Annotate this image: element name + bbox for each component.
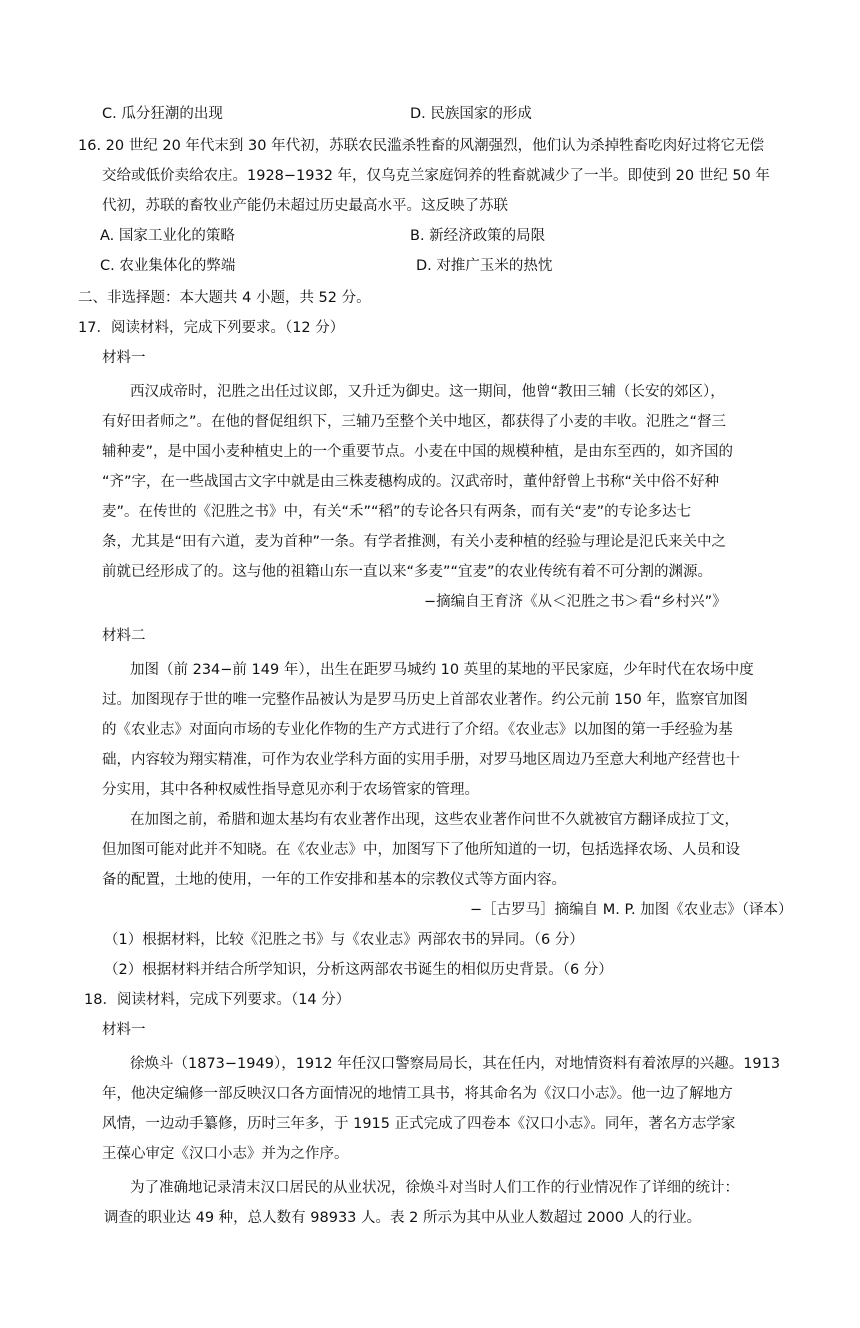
q17-material-1-line: 辅种麦”，是中国小麦种植史上的一个重要节点。小麦在中国的规模种植，是由东至西的，如齐国的: [102, 444, 734, 460]
q17-material-1-line: 西汉成帝时，氾胜之出任过议郎，又升迁为御史。这一期间，他曾“教田三辅（长安的郊区），: [130, 384, 725, 400]
q17-subquestion-2: （2）根据材料并结合所学知识，分析这两部农书诞生的相似历史背景。（6 分）: [104, 962, 613, 978]
q16-option-a: A. 国家工业化的策略: [100, 228, 235, 244]
q17-material-2-line: 备的配置，土地的使用，一年的工作安排和基本的宗教仪式等方面内容。: [102, 872, 566, 888]
q18-title: 18．阅读材料，完成下列要求。（14 分）: [84, 992, 351, 1008]
q17-material-2-line: 但加图可能对此并不知晓。在《农业志》中，加图写下了他所知道的一切，包括选择农场、人员和设: [102, 842, 740, 858]
q17-material-2-line: 分实用，其中各种权威性指导意见亦利于农场管家的管理。: [102, 782, 479, 798]
q16-option-c: C. 农业集体化的弊端: [100, 258, 236, 274]
q17-material-1-line: “齐”字，在一些战国古文字中就是由三株麦穗构成的。汉武帝时，董仲舒曾上书称“关中俗不好种: [102, 474, 720, 490]
q15-option-c: C. 瓜分狂潮的出现: [102, 106, 223, 122]
q17-material-1-line: 条，尤其是“田有六道，麦为首种”一条。有学者推测，有关小麦种植的经验与理论是氾氏来关中之: [102, 534, 727, 550]
q18-material-1-line: 年，他决定编修一部反映汉口各方面情况的地情工具书，将其命名为《汉口小志》。他一边了解地方: [102, 1086, 733, 1102]
q16-stem-line: 交给或低价卖给农庄。1928−1932 年，仅乌克兰家庭饲养的牲畜就减少了一半。即使到 20 世纪 50 年: [102, 168, 770, 184]
q17-title: 17．阅读材料，完成下列要求。（12 分）: [78, 320, 345, 336]
q16-stem-line: 代初，苏联的畜牧业产能仍未超过历史最高水平。这反映了苏联: [102, 198, 508, 214]
q15-option-d: D. 民族国家的形成: [410, 106, 532, 122]
q18-material-1-label: 材料一: [102, 1022, 146, 1038]
q18-material-1-line: 王葆心审定《汉口小志》并为之作序。: [102, 1146, 349, 1162]
q17-material-1-label: 材料一: [102, 350, 146, 366]
q17-material-1-line: 麦”。在传世的《氾胜之书》中，有关“禾”“稻”的专论各只有两条，而有关“麦”的专论多达七: [102, 504, 692, 520]
q18-material-1-line: 徐焕斗（1873−1949），1912 年任汉口警察局局长，其在任内，对地情资料有着浓厚的兴趣。1913: [130, 1056, 781, 1072]
q17-material-1-line: 前就已经形成了的。这与他的祖籍山东一直以来“多麦”“宜麦”的农业传统有着不可分割的渊源。: [102, 564, 713, 580]
q17-material-1-source: −摘编自王育济《从＜氾胜之书＞看“乡村兴”》: [424, 594, 727, 610]
q17-material-2-line: 过。加图现存于世的唯一完整作品被认为是罗马历史上首部农业著作。约公元前 150 年，监察官加图: [102, 692, 748, 708]
q17-material-1-line: 有好田者师之”。在他的督促组织下，三辅乃至整个关中地区，都获得了小麦的丰收。氾胜之“督三: [102, 414, 727, 430]
q17-material-2-line: 在加图之前，希腊和迦太基均有农业著作出现，这些农业著作问世不久就被官方翻译成拉丁文，: [130, 812, 739, 828]
section-2-heading: 二、非选择题：本大题共 4 小题，共 52 分。: [78, 290, 371, 306]
q16-stem-line: 16. 20 世纪 20 年代末到 30 年代初，苏联农民滥杀牲畜的风潮强烈，他们认为杀掉牲畜吃肉好过将它无偿: [78, 138, 765, 154]
q17-material-2-line: 加图（前 234−前 149 年），出生在距罗马城约 10 英里的某地的平民家庭，少年时代在农场中度: [130, 662, 754, 678]
q17-material-2-line: 的《农业志》对面向市场的专业化作物的生产方式进行了介绍。《农业志》以加图的第一手经验为基: [102, 722, 733, 738]
q18-material-1-line: 为了准确地记录清末汉口居民的从业状况，徐焕斗对当时人们工作的行业情况作了详细的统计：: [130, 1180, 739, 1196]
q16-option-d: D. 对推广玉米的热忱: [416, 258, 553, 274]
q18-material-1-line: 风情，一边动手纂修，历时三年多，于 1915 正式完成了四卷本《汉口小志》。同年，著名方志学家: [102, 1116, 736, 1132]
q17-material-2-source: −［古罗马］摘编自 M. P. 加图《农业志》（译本）: [470, 902, 793, 918]
q18-material-1-line: 调查的职业达 49 种，总人数有 98933 人。表 2 所示为其中从业人数超过 2000 人的行业。: [104, 1210, 702, 1226]
q17-material-2-label: 材料二: [102, 628, 146, 644]
q17-material-2-line: 础，内容较为翔实精准，可作为农业学科方面的实用手册，对罗马地区周边乃至意大利地产经营也十: [102, 752, 740, 768]
q16-option-b: B. 新经济政策的局限: [410, 228, 546, 244]
q17-subquestion-1: （1）根据材料，比较《氾胜之书》与《农业志》两部农书的异同。（6 分）: [104, 932, 584, 948]
